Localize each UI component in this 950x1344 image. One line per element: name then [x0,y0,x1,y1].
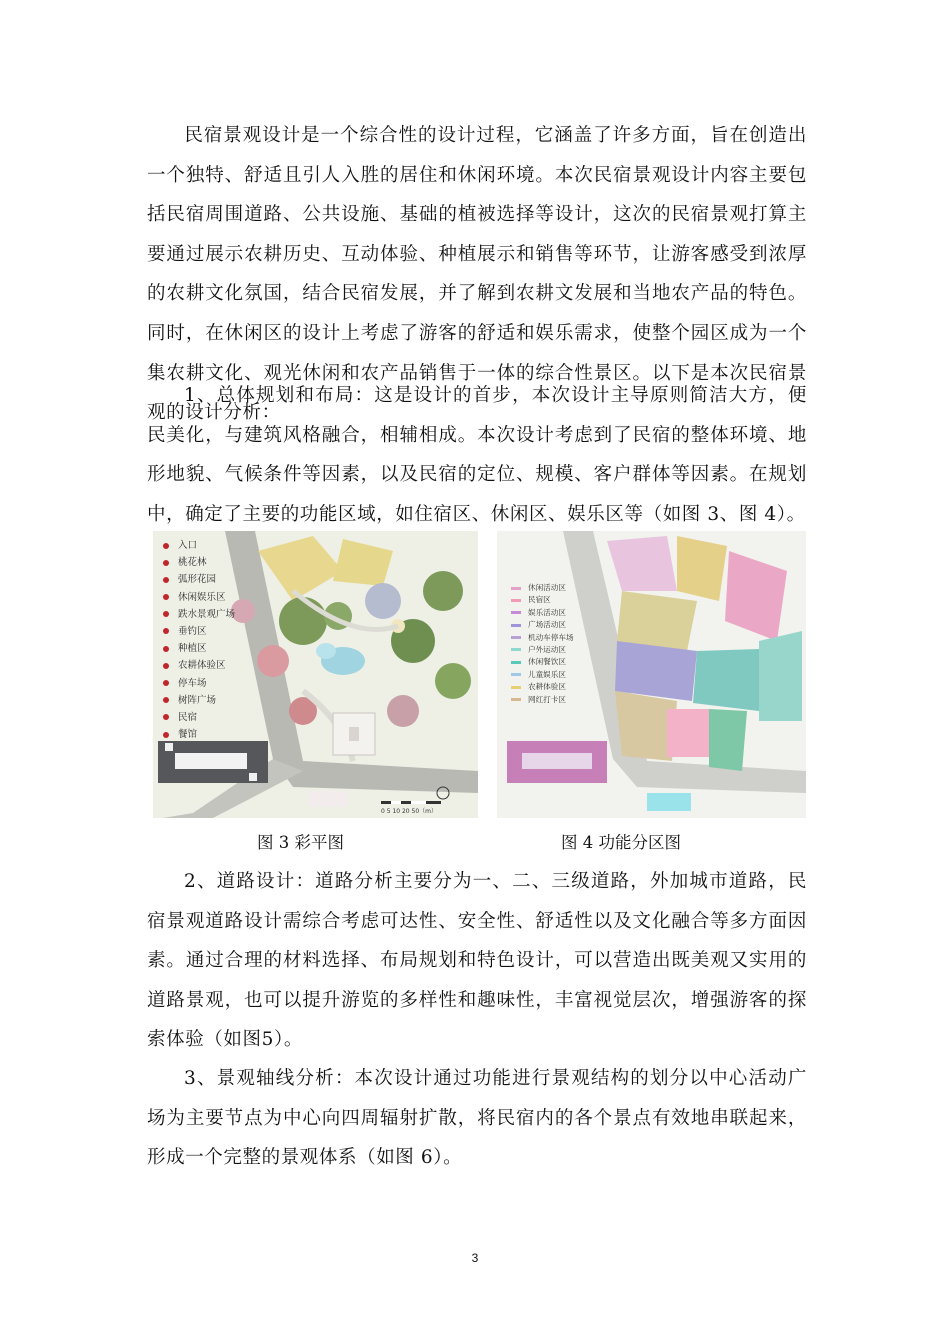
legend-label: 民宿 [178,711,198,723]
legend-item [511,582,574,594]
road-design-text: 2、道路设计：道路分析主要分为一、二、三级道路，外加城市道路，民宿景观道路设计需综合考虑可达性、安全性、舒适性以及文化融合等多方面因素。通过合理的材料选择、布局规划和特色设计，可以营造出既美观又实用的道路景观，也可以提升游览的多样性和趣味性，丰富视觉层次，增强游客的探索体验（如图5）。 [147,871,807,1051]
road-design-paragraph [147,862,807,1060]
legend-marker-icon [163,663,169,669]
figure-4-caption: 图 4 功能分区图 [561,833,681,852]
legend-item [163,657,235,674]
legend-label: 户外运动区 [528,644,566,654]
legend-label: 网红打卡区 [528,694,566,704]
legend-item [511,656,574,668]
legend-swatch-icon [511,611,521,614]
axis-analysis-paragraph [147,1059,807,1178]
figure-4-legend [511,582,574,706]
legend-swatch-icon [511,661,521,664]
legend-swatch-icon [511,636,521,639]
legend-item [511,594,574,606]
legend-item [163,726,235,743]
legend-item [511,681,574,693]
legend-swatch-icon [511,648,521,651]
legend-marker-icon [163,611,169,617]
legend-label: 广场活动区 [528,620,566,630]
legend-swatch-icon [511,698,521,701]
legend-marker-icon [163,560,169,566]
legend-label: 儿童娱乐区 [528,669,566,679]
legend-item [163,554,235,571]
legend-item [163,709,235,726]
legend-label: 树阵广场 [178,694,217,706]
figure-3-legend [163,537,235,743]
legend-marker-icon [163,732,169,738]
legend-label: 跌水景观广场 [178,608,236,620]
legend-swatch-icon [511,686,521,689]
page-number: 3 [471,1251,479,1265]
legend-item [163,571,235,588]
legend-item [163,623,235,640]
legend-item [163,675,235,692]
legend-marker-icon [163,646,169,652]
legend-label: 机动车停车场 [528,632,574,642]
legend-label: 桃花林 [178,557,207,569]
legend-item [163,640,235,657]
legend-item [163,692,235,709]
legend-item [511,644,574,656]
legend-marker-icon [163,594,169,600]
legend-label: 农耕体验区 [528,682,566,692]
legend-label: 种植区 [178,643,207,655]
legend-item [511,607,574,619]
legend-label: 休闲娱乐区 [178,591,226,603]
legend-item [511,632,574,644]
legend-marker-icon [163,714,169,720]
legend-item [163,537,235,554]
figure-3-color-plan [153,531,478,818]
legend-label: 弧形花园 [178,574,217,586]
axis-analysis-text: 3、景观轴线分析：本次设计通过功能进行景观结构的划分以中心活动广场为主要节点为中心向四周辐射扩散，将民宿内的各个景点有效地串联起来，形成一个完整的景观体系（如图 6）。 [147,1068,807,1169]
layout-text: 1、总体规划和布局：这是设计的首步，本次设计主导原则简洁大方，便民美化，与建筑风格融合，相辅相成。本次设计考虑到了民宿的整体环境、地形地貌、气候条件等因素，以及民宿的定位、规模、客户群体等因素。在规划中，确定了主要的功能区域，如住宿区、休闲区、娱乐区等（如图 3、图 4）。 [147,385,807,525]
legend-label: 休闲活动区 [528,583,566,592]
figure-3-caption: 图 3 彩平图 [257,833,344,852]
legend-label: 民宿区 [528,595,551,605]
legend-label: 停车场 [178,677,207,689]
legend-swatch-icon [511,599,521,602]
legend-swatch-icon [511,673,521,676]
legend-swatch-icon [511,624,521,627]
legend-item [511,669,574,681]
legend-label: 入口 [178,540,198,551]
legend-item [163,606,235,623]
legend-item [511,694,574,706]
legend-swatch-icon [511,587,521,590]
figure-4-zoning-plan [497,531,806,818]
legend-marker-icon [163,680,169,686]
legend-marker-icon [163,628,169,634]
legend-label: 娱乐活动区 [528,607,566,617]
intro-text: 民宿景观设计是一个综合性的设计过程，它涵盖了许多方面，旨在创造出一个独特、舒适且引人入胜的居住和休闲环境。本次民宿景观设计内容主要包括民宿周围道路、公共设施、基础的植被选择等设计，这次的民宿景观打算主要通过展示农耕历史、互动体验、种植展示和销售等环节，让游客感受到浓厚的农耕文化氛国，结合民宿发展，并了解到农耕文发展和当地农产品的特色。同时，在休闲区的设计上考虑了游客的舒适和娱乐需求，使整个园区成为一个集农耕文化、观光休闲和农产品销售于一体的综合性景区。以下是本次民宿景观的设计分析： [147,125,807,424]
legend-label: 垂钓区 [178,625,207,637]
legend-item [163,589,235,606]
legend-label: 休闲餐饮区 [528,657,566,667]
scale-label: 0 5 10 20 50（m） [381,808,438,815]
legend-marker-icon [163,697,169,703]
legend-marker-icon [163,543,169,549]
legend-label: 餐馆 [178,729,198,741]
legend-item [511,619,574,631]
layout-paragraph [147,376,807,534]
legend-label: 农耕体验区 [178,660,226,672]
legend-marker-icon [163,577,169,583]
